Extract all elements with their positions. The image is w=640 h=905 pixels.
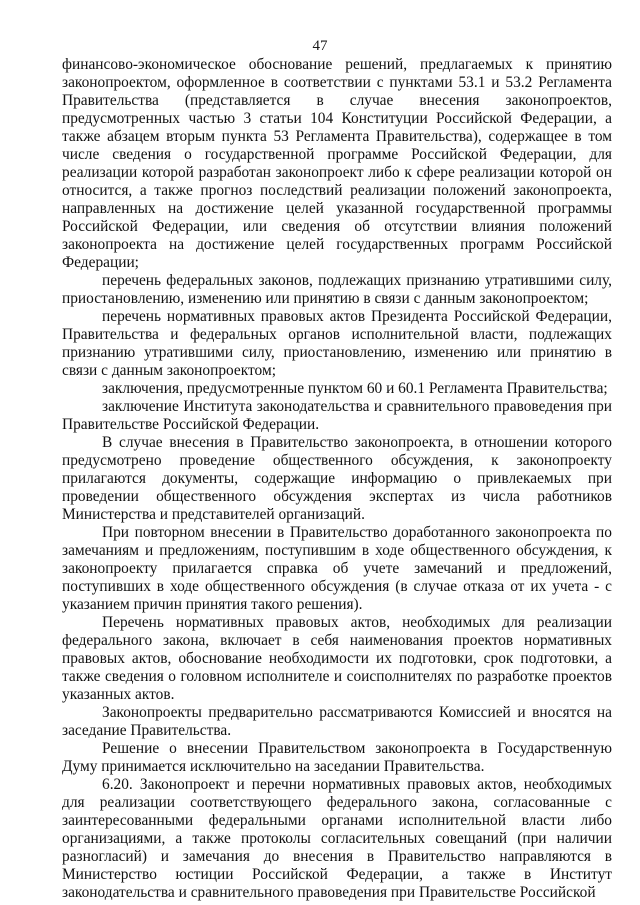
page-number: 47 xyxy=(312,38,328,54)
paragraph-section-6-20: 6.20. Законопроект и перечни нормативных правовых актов, необходимых для реализации соответствующего федерального закона, согласованные с заинтересованными федеральными органами исполнительной власти либо организациями, а также протоколы согласительных совещаний (при наличии разногласий) и замечания до внесения в Правительство направляются в Министерство юстиции Российской Федерации, а также в Институт законодательства и сравнительного правоведения при Правительстве Российской xyxy=(62,776,612,901)
paragraph-federal-laws-list: перечень федеральных законов, подлежащих признанию утратившими силу, приостановлению, изменению или принятию в связи с данным законопроектом; xyxy=(62,272,612,307)
paragraph-financial-justification: финансово-экономическое обоснование решений, предлагаемых к принятию законопроектом, оформленное в соответствии с пунктами 53.1 и 53.2 Регламента Правительства (представляется в случае внесения законопроектов, предусмотренных частью 3 статьи 104 Конституции Российской Федерации, а также абзацем вторым пункта 53 Регламента Правительства), содержащее в том числе сведения о государственной программе Российской Федерации, для реализации которой разработан законопроект либо к сфере реализации которой он относится, а также прогноз последствий реализации положений законопроекта, направленных на достижение целей указанной государственной программы Российской Федерации, или сведения об отсутствии влияния положений законопроекта на достижение целей государственных программ Российской Федерации; xyxy=(62,56,612,271)
paragraph-repeated-submission: При повторном внесении в Правительство доработанного законопроекта по замечаниям и предложениям, поступившим в ходе общественного обсуждения, к законопроекту прилагается справка об учете замечаний и предложений, поступивших в ходе общественного обсуждения (в случае отказа от их учета - с указанием причин принятия такого решения). xyxy=(62,524,612,613)
paragraph-conclusions: заключения, предусмотренные пунктом 60 и 60.1 Регламента Правительства; xyxy=(102,380,608,397)
paragraph-institute-conclusion: заключение Института законодательства и сравнительного правоведения при Правительстве Российской Федерации. xyxy=(62,398,612,433)
body-text xyxy=(62,56,612,902)
paragraph-normative-acts-list: перечень нормативных правовых актов Президента Российской Федерации, Правительства и федеральных органов исполнительной власти, подлежащих признанию утратившими силу, приостановлению, изменению или принятию в связи с данным законопроектом; xyxy=(62,308,612,379)
paragraph-acts-list-contents: Перечень нормативных правовых актов, необходимых для реализации федерального закона, включает в себя наименования проектов нормативных правовых актов, обоснование необходимости их подготовки, срок подготовки, а также сведения о головном исполнителе и соисполнителях по разработке проектов указанных актов. xyxy=(62,614,612,703)
paragraph-government-decision: Решение о внесении Правительством законопроекта в Государственную Думу принимается исключительно на заседании Правительства. xyxy=(62,740,612,775)
paragraph-public-discussion: В случае внесения в Правительство законопроекта, в отношении которого предусмотрено проведение общественного обсуждения, к законопроекту прилагаются документы, содержащие информацию о привлекаемых при проведении общественного обсуждения экспертах из числа работников Министерства и представителей организаций. xyxy=(62,434,612,523)
paragraph-commission-review: Законопроекты предварительно рассматриваются Комиссией и вносятся на заседание Правительства. xyxy=(62,704,612,739)
